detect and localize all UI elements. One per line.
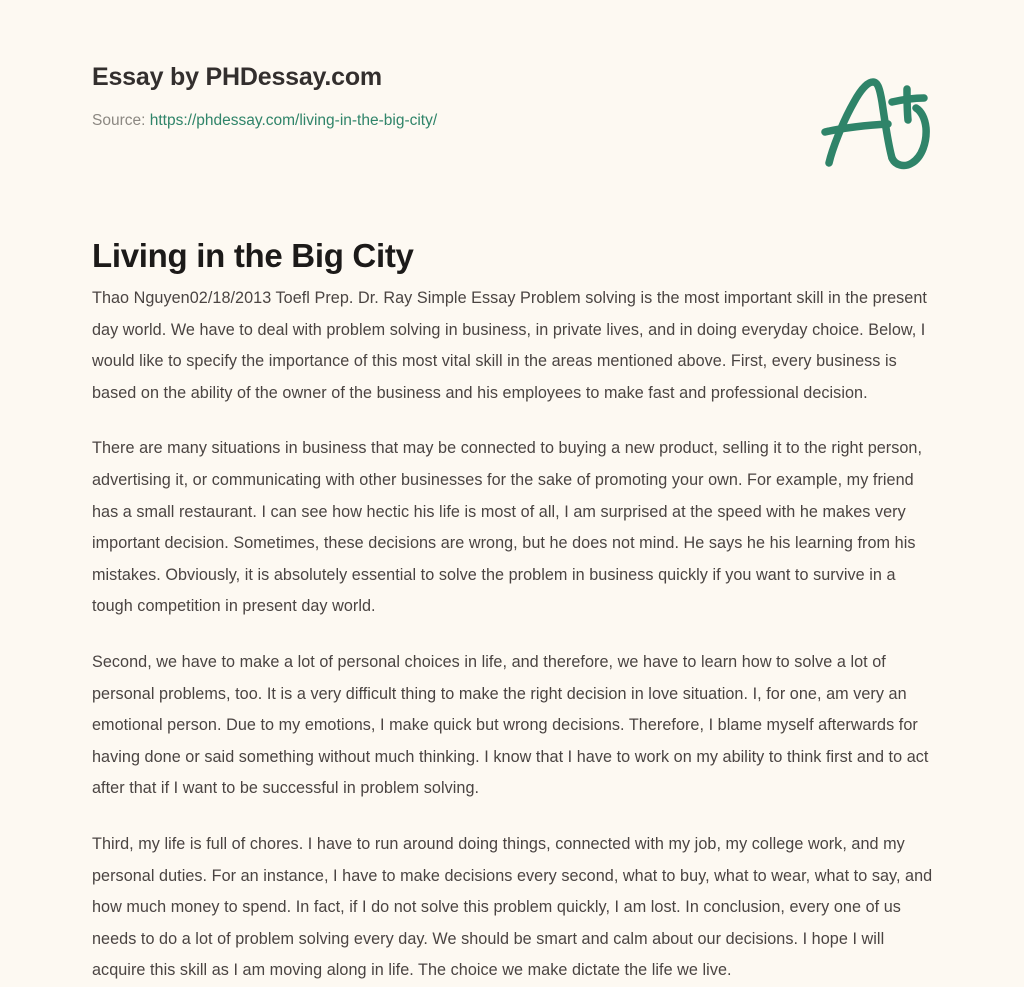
source-line bbox=[92, 111, 792, 131]
essay-paragraph: Third, my life is full of chores. I have to run around doing things, connected with my job, my college work, and my personal duties. For an instance, I have to make decisions every second, what to buy, what to wear, what to say, and how much money to spend. In fact, if I do not solve this problem quickly, I am lost. In conclusion, every one of us needs to do a lot of problem solving every day. We should be smart and calm about our decisions. I hope I will acquire this skill as I am moving along in life. The choice we make dictate the life we live. bbox=[92, 834, 933, 980]
essay-paragraph: Thao Nguyen02/18/2013 Toefl Prep. Dr. Ray Simple Essay Problem solving is the most important skill in the present day world. We have to deal with problem solving in business, in private lives, and in doing everyday choice. Below, I would like to specify the importance of this most vital skill in the areas mentioned above. First, every business is based on the ability of the owner of the business and his employees to make fast and professional decision. bbox=[92, 289, 927, 402]
page-header bbox=[92, 62, 792, 131]
brand-title: Essay by PHDessay.com bbox=[92, 63, 382, 91]
essay-body bbox=[92, 283, 935, 987]
source-label: Source: bbox=[92, 112, 146, 129]
essay-paragraph: There are many situations in business that may be connected to buying a new product, selling it to the right person, advertising it, or communicating with other businesses for the sake of promoting your own. For example, my friend has a small restaurant. I can see how hectic his life is most of all, I am surprised at the speed with he makes very important decision. Sometimes, these decisions are wrong, but he does not mind. He says he his learning from his mistakes. Obviously, it is absolutely essential to solve the problem in business quickly if you want to survive in a tough competition in present day world. bbox=[92, 439, 923, 616]
source-url-link[interactable]: https://phdessay.com/living-in-the-big-city/ bbox=[149, 112, 438, 129]
page-title: Living in the Big City bbox=[92, 237, 414, 275]
essay-paragraph: Second, we have to make a lot of personal choices in life, and therefore, we have to learn how to solve a lot of personal problems, too. It is a very difficult thing to make the right decision in love situation. I, for one, am very an emotional person. Due to my emotions, I make quick but wrong decisions. Therefore, I blame myself afterwards for having done or said something without much thinking. I know that I have to work on my ability to think first and to act after that if I want to be successful in problem solving. bbox=[92, 652, 929, 798]
a-plus-logo-icon bbox=[812, 66, 942, 174]
